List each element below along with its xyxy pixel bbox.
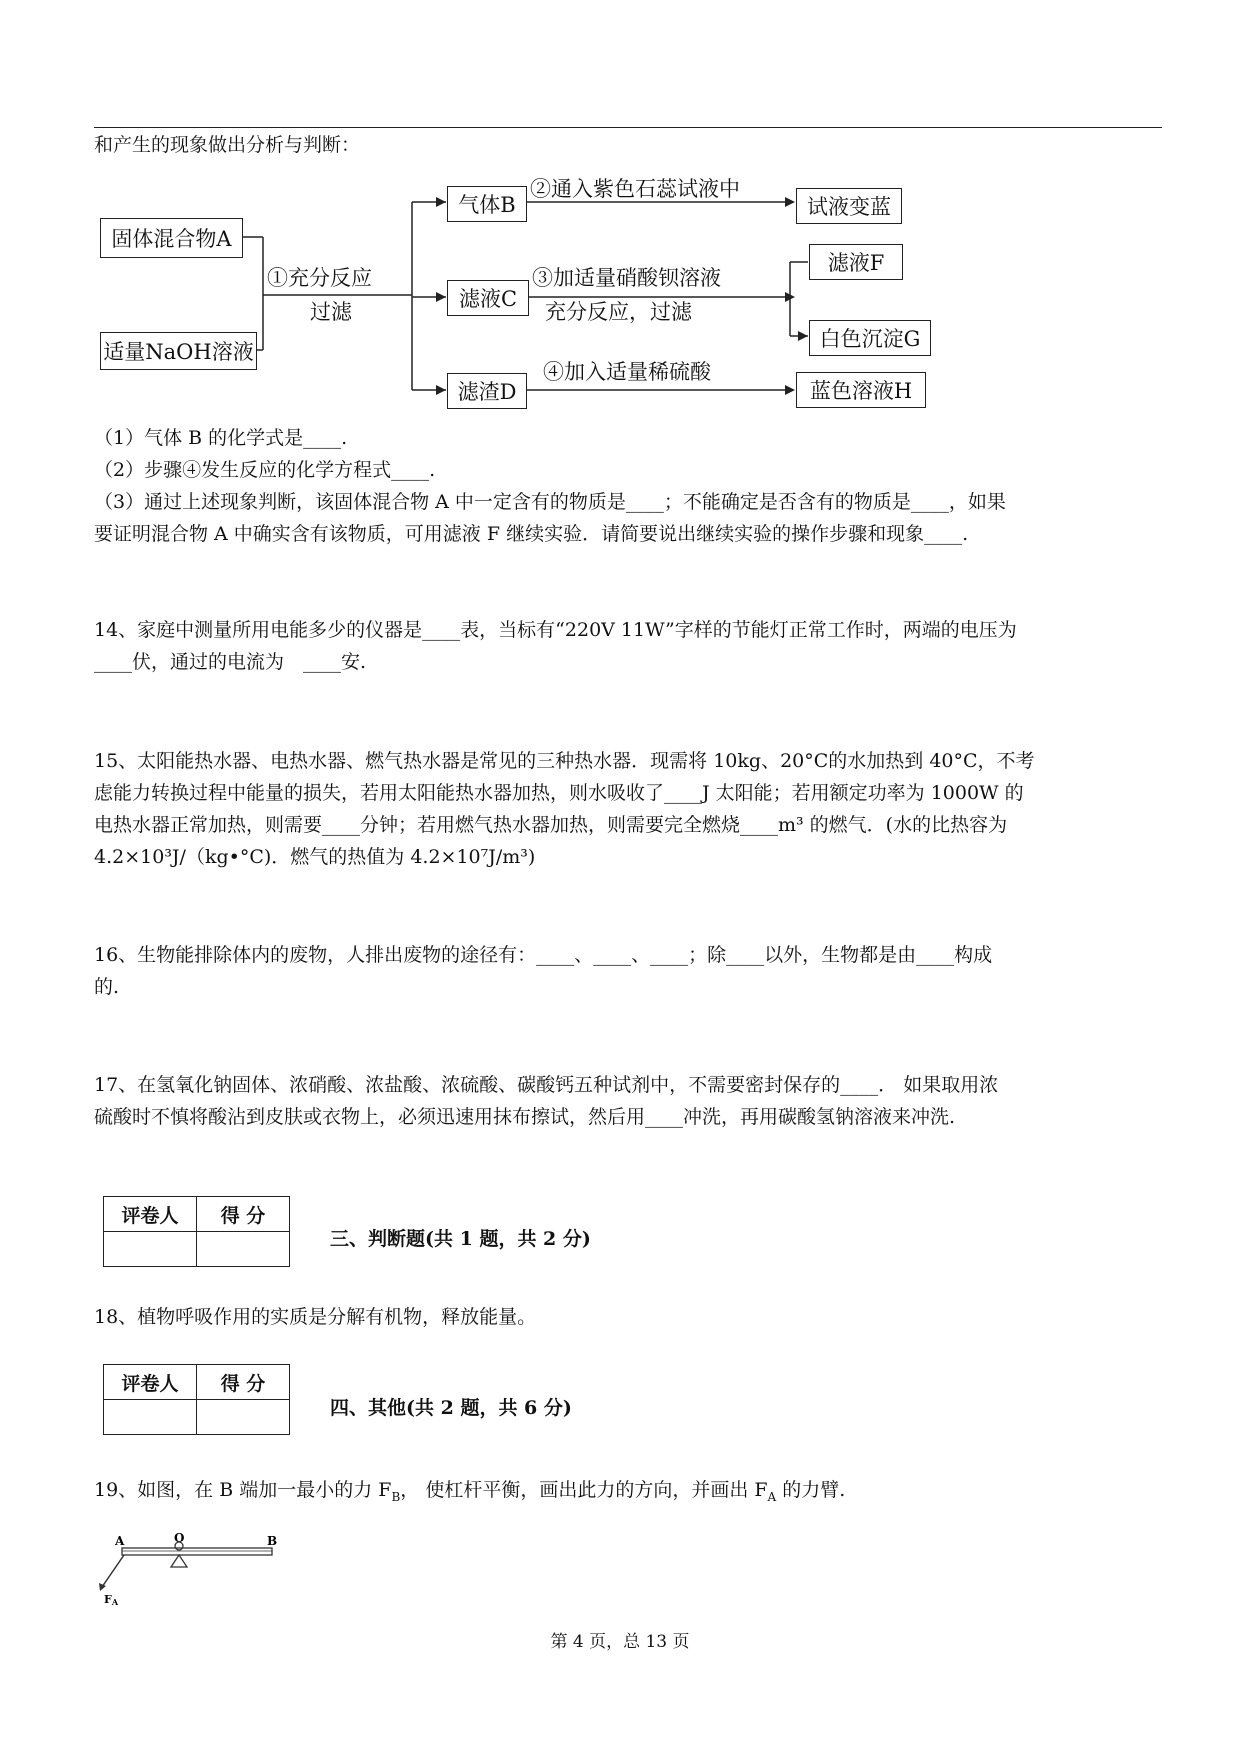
- naoh-solution-box: 适量NaOH溶液: [100, 332, 257, 370]
- score-cell: [197, 1232, 290, 1267]
- reviewer-header: 评卷人: [104, 1197, 197, 1232]
- step1-label-line2: 过滤: [310, 300, 352, 324]
- lever-label-a: A: [115, 1534, 125, 1548]
- q15-line2: 虑能力转换过程中能量的损失，若用太阳能热水器加热，则水吸收了____J 太阳能；若用额定功率为 1000W 的: [94, 782, 1024, 804]
- section4-title: 四、其他(共 2 题，共 6 分): [330, 1397, 572, 1419]
- q14-line1: 14、家庭中测量所用电能多少的仪器是____表，当标有“220V 11W”字样的节能灯正常工作时，两端的电压为: [94, 619, 1017, 641]
- step3-label-line2: 充分反应，过滤: [545, 300, 692, 324]
- solid-mixture-a-box: 固体混合物A: [100, 218, 243, 258]
- lever-figure: [92, 1515, 312, 1605]
- lever-label-o: O: [174, 1531, 185, 1545]
- lever-label-fa: FA: [104, 1593, 119, 1605]
- q16-line1: 16、生物能排除体内的废物，人排出废物的途径有：____、____、____；除____以外，生物都是由____构成: [94, 944, 993, 966]
- q17-line2: 硫酸时不慎将酸沾到皮肤或衣物上，必须迅速用抹布擦试，然后用____冲洗，再用碳酸氢钠溶液来冲洗.: [94, 1106, 956, 1128]
- q17-line1: 17、在氢氧化钠固体、浓硝酸、浓盐酸、浓硫酸、碳酸钙五种试剂中，不需要密封保存的____． 如果取用浓: [94, 1074, 999, 1096]
- intro-line: 和产生的现象做出分析与判断：: [94, 134, 361, 156]
- q13-part3-line2: 要证明混合物 A 中确实含有该物质，可用滤液 F 继续实验．请简要说出继续实验的操作步骤和现象____.: [94, 523, 969, 545]
- page-footer: 第 4 页，总 13 页: [550, 1632, 690, 1652]
- score-cell: [197, 1400, 290, 1435]
- residue-d-box: 滤渣D: [447, 373, 527, 409]
- step1-label-line1: ①充分反应: [267, 266, 372, 290]
- filtrate-f-box: 滤液F: [809, 244, 903, 280]
- score-table-section3: [103, 1196, 290, 1267]
- q14-line2: ____伏，通过的电流为 ____安.: [94, 651, 367, 673]
- score-table-section4: [103, 1364, 290, 1435]
- score-header: 得 分: [197, 1365, 290, 1400]
- filtrate-c-box: 滤液C: [447, 280, 529, 316]
- blue-solution-h-box: 蓝色溶液H: [796, 372, 926, 408]
- q16-line2: 的.: [94, 976, 120, 998]
- score-header: 得 分: [197, 1197, 290, 1232]
- q19-text: 19、如图，在 B 端加一最小的力 $F_B$， 使杠杆平衡，画出此力的方向，并画出 $F_A$ 的力臂.: [94, 1479, 846, 1504]
- reviewer-cell: [104, 1232, 197, 1267]
- q13-part3-line1: （3）通过上述现象判断，该固体混合物 A 中一定含有的物质是____；不能确定是否含有的物质是____，如果: [94, 491, 1006, 513]
- step3-label-line1: ③加适量硝酸钡溶液: [532, 266, 721, 290]
- step2-label: ②通入紫色石蕊试液中: [530, 177, 740, 201]
- q18: 18、植物呼吸作用的实质是分解有机物，释放能量。: [94, 1306, 537, 1328]
- q15-line1: 15、太阳能热水器、电热水器、燃气热水器是常见的三种热水器．现需将 10kg、20°C的水加热到 40°C，不考: [94, 750, 1035, 772]
- q13-part2: （2）步骤④发生反应的化学方程式____.: [94, 459, 436, 481]
- gas-b-box: 气体B: [447, 186, 527, 222]
- q13-part1: （1）气体 B 的化学式是____.: [94, 427, 348, 449]
- q15-line4: 4.2×10³J/（kg•°C)．燃气的热值为 4.2×10⁷J/m³): [94, 846, 536, 868]
- q15-line3: 电热水器正常加热，则需要____分钟；若用燃气热水器加热，则需要完全燃烧____m³ 的燃气．(水的比热容为: [94, 814, 1008, 836]
- reviewer-cell: [104, 1400, 197, 1435]
- section3-title: 三、判断题(共 1 题，共 2 分): [330, 1228, 591, 1250]
- lever-label-b: B: [267, 1534, 278, 1548]
- result-blue-box: 试液变蓝: [796, 188, 902, 224]
- step4-label: ④加入适量稀硫酸: [543, 360, 711, 384]
- precipitate-g-box: 白色沉淀G: [809, 320, 931, 356]
- reviewer-header: 评卷人: [104, 1365, 197, 1400]
